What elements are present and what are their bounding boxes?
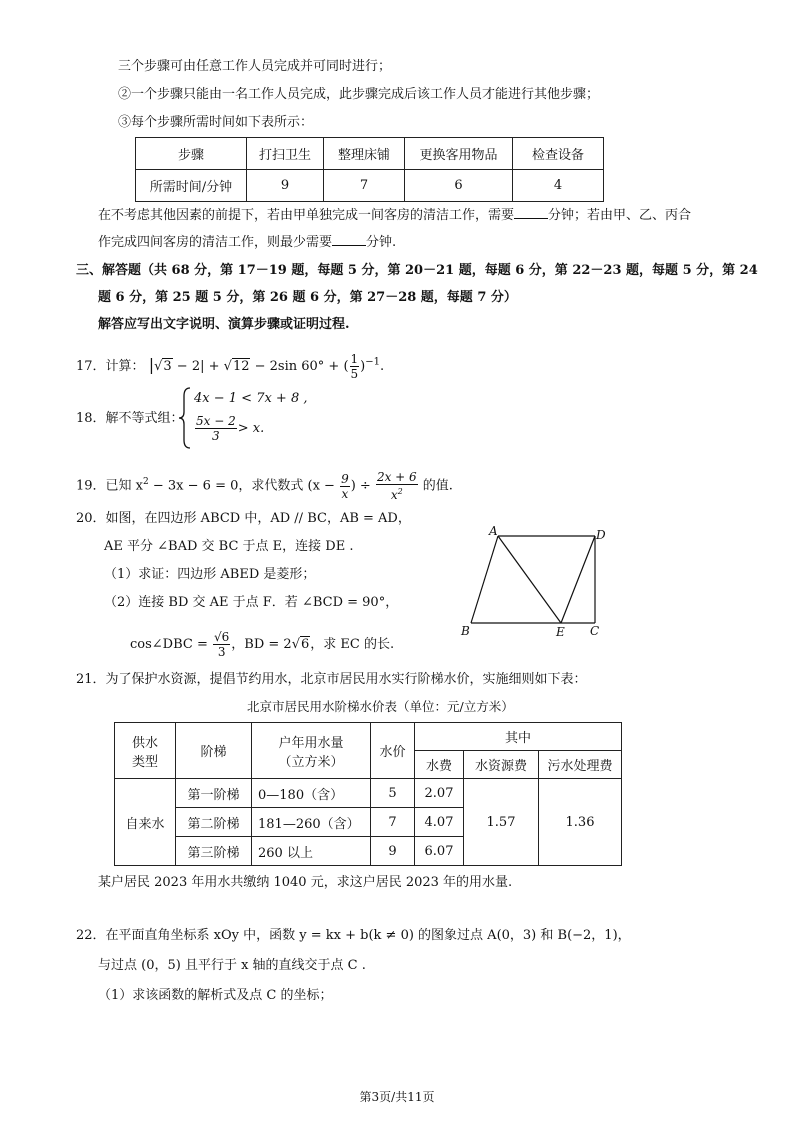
intro-line-1: 三个步骤可由任意工作人员完成并可同时进行； [118, 59, 392, 74]
section-3-instructions: 解答应写出文字说明、演算步骤或证明过程. [98, 317, 350, 332]
inequality-2: $\frac{5x - 2}{3}$ > x. [196, 414, 265, 443]
question-21-tail: 某户居民 2023 年用水共缴纳 1040 元，求这户居民 2023 年的用水量. [98, 875, 513, 890]
table-header-cell: 污水处理费 [539, 751, 622, 779]
table-header-cell: 阶梯 [176, 723, 252, 779]
question-20-part-1: （1）求证：四边形 ABED 是菱形； [104, 567, 316, 582]
table-header-cell: 户年用水量 （立方米） [252, 723, 371, 779]
answer-blank[interactable] [514, 206, 548, 219]
point-label-d: D [596, 528, 606, 542]
table-cell: 2.07 [415, 779, 464, 808]
table-header-cell: 水资源费 [464, 751, 539, 779]
step-table-header-cell: 检查设备 [513, 138, 604, 170]
step-table-header-cell: 打扫卫生 [247, 138, 324, 170]
quadrilateral-figure [455, 525, 615, 645]
step-table-cell: 所需时间/分钟 [136, 170, 247, 202]
segment-de [561, 536, 595, 623]
table-cell: 181—260（含） [252, 808, 371, 837]
inequality-1: 4x − 1 < 7x + 8 , [194, 391, 308, 406]
step-table-cell: 4 [513, 170, 604, 202]
point-label-a: A [489, 525, 498, 538]
table-cell: 5 [371, 779, 415, 808]
table-header-cell: 水价 [371, 723, 415, 779]
question-20-line-1: 20．如图，在四边形 ABCD 中，AD // BC，AB = AD， [76, 511, 411, 526]
intro-line-3: ③每个步骤所需时间如下表所示： [118, 115, 314, 130]
question-20-line-2: AE 平分 ∠BAD 交 BC 于点 E，连接 DE . [104, 539, 354, 554]
table-cell: 6.07 [415, 837, 464, 866]
question-19: 19．已知 $x^2 - 3x - 6 = 0$，求代数式 (x − $\frac{9}{x}$ ) ÷ $\frac{2x + 6}{x^2}$ 的值. [76, 470, 453, 502]
table-cell: 0—180（含） [252, 779, 371, 808]
table-caption: 北京市居民用水阶梯水价表（单位：元/立方米） [247, 699, 514, 714]
q16-line-2: 作完成四间客房的清洁工作，则最少需要 分钟. [98, 235, 397, 250]
table-header-cell: 水费 [415, 751, 464, 779]
step-table-cell: 9 [247, 170, 324, 202]
point-label-e: E [556, 625, 565, 639]
question-20-part-2: （2）连接 BD 交 AE 于点 F．若 ∠BCD = 90°， [104, 595, 399, 610]
q16-line-1: 在不考虑其他因素的前提下，若由甲单独完成一间客房的清洁工作，需要 分钟；若由甲、乙、丙合 [98, 208, 692, 223]
point-label-b: B [461, 624, 470, 638]
question-21: 21．为了保护水资源，提倡节约用水，北京市居民用水实行阶梯水价，实施细则如下表： [76, 672, 587, 687]
section-3-heading: 三、解答题（共 68 分，第 17－19 题，每题 5 分，第 20－21 题，每题 6 分，第 22－23 题，每题 5 分，第 24 [76, 263, 758, 278]
table-cell: 7 [371, 808, 415, 837]
table-cell: 第一阶梯 [176, 779, 252, 808]
question-22-line-2: 与过点 (0，5) 且平行于 x 轴的直线交于点 C . [98, 958, 366, 973]
question-22-line-1: 22．在平面直角坐标系 xOy 中，函数 y = kx + b(k ≠ 0) 的图象过点 A(0，3) 和 B(−2，1)， [76, 928, 631, 943]
segment-ab [471, 536, 498, 623]
step-table [135, 137, 604, 202]
table-cell: 4.07 [415, 808, 464, 837]
table-cell: 1.57 [464, 779, 539, 866]
left-brace-icon [178, 386, 192, 450]
table-cell: 第二阶梯 [176, 808, 252, 837]
step-table-header-cell: 整理床铺 [324, 138, 405, 170]
table-cell: 260 以上 [252, 837, 371, 866]
table-cell: 第三阶梯 [176, 837, 252, 866]
intro-line-2: ②一个步骤只能由一名工作人员完成，此步骤完成后该工作人员才能进行其他步骤； [118, 87, 600, 102]
table-cell: 9 [371, 837, 415, 866]
question-22-part-1: （1）求该函数的解析式及点 C 的坐标； [98, 988, 333, 1003]
table-header-cell: 其中 [415, 723, 622, 751]
table-cell: 自来水 [115, 779, 176, 866]
section-3-heading-cont: 题 6 分，第 25 题 5 分，第 26 题 6 分，第 27－28 题，每题 7 分） [98, 290, 517, 305]
question-18-label: 18．解不等式组： [76, 411, 184, 426]
table-cell: 1.36 [539, 779, 622, 866]
question-20-condition: cos∠DBC = $\frac{√6}{3}$ ，BD = 2√6，求 EC 的长. [130, 630, 395, 659]
question-17: 17．计算： |√3 − 2| + √12 − 2sin 60° + ( $\frac{1}{5}$ )$^{-1}$. [76, 352, 385, 381]
water-price-table [114, 722, 622, 866]
page-footer: 第3页/共11页 [359, 1090, 435, 1104]
step-table-header-cell: 更换客用物品 [405, 138, 513, 170]
step-table-cell: 7 [324, 170, 405, 202]
step-table-header-cell: 步骤 [136, 138, 247, 170]
segment-ae [498, 536, 561, 623]
step-table-cell: 6 [405, 170, 513, 202]
table-header-cell: 供水 类型 [115, 723, 176, 779]
answer-blank[interactable] [332, 233, 366, 246]
point-label-c: C [590, 624, 600, 638]
